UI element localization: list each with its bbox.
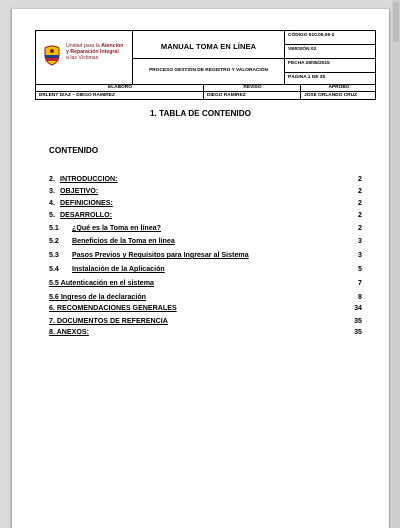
toc-entry-link[interactable]: DEFINICIONES: bbox=[60, 199, 113, 207]
toc-entry-page: 2 bbox=[358, 187, 362, 195]
toc-entry-page: 8 bbox=[358, 293, 362, 301]
toc-entry[interactable] bbox=[49, 292, 362, 302]
toc-entry-link[interactable]: Beneficios de la Toma en línea bbox=[72, 237, 175, 245]
toc-entry-link[interactable]: 8. ANEXOS: bbox=[49, 328, 89, 336]
toc-entry-link[interactable]: ¿Qué es la Toma en línea? bbox=[72, 224, 161, 232]
toc-entry-number: 5.2 bbox=[49, 237, 59, 245]
doc-code: CÓDIGO 510.05.06-2 bbox=[288, 33, 335, 38]
process-cell bbox=[132, 58, 285, 85]
toc-entry-link[interactable]: INTRODUCCION: bbox=[60, 175, 118, 183]
toc-entry-number: 5. bbox=[49, 211, 55, 219]
toc-entry-number: 5.3 bbox=[49, 251, 59, 259]
toc-entry-link[interactable]: Pasos Previos y Requisitos para Ingresar al Sistema bbox=[72, 251, 249, 259]
doc-version: VERSIÓN 02 bbox=[288, 47, 317, 52]
toc-entry-page: 2 bbox=[358, 224, 362, 232]
toc-entry[interactable] bbox=[49, 236, 362, 246]
toc-entry-link[interactable]: 6. RECOMENDACIONES GENERALES bbox=[49, 304, 177, 312]
toc-entry-page: 3 bbox=[358, 237, 362, 245]
aprobo-name: JOSE ORLANDO CRUZ bbox=[304, 93, 358, 98]
toc-entry-page: 2 bbox=[358, 211, 362, 219]
doc-date: FECHA 28/08/2015 bbox=[288, 61, 330, 66]
toc-entry-page: 2 bbox=[358, 175, 362, 183]
process-name: PROCESO GESTIÓN DE REGISTRO Y VALORACIÓN bbox=[149, 68, 268, 73]
toc-entry-link[interactable]: DESARROLLO: bbox=[60, 211, 113, 219]
aprobo-label: APROBÓ bbox=[328, 85, 350, 90]
toc-entry[interactable] bbox=[49, 198, 362, 208]
toc-entry-number: 5.4 bbox=[49, 265, 59, 273]
toc-entry[interactable] bbox=[49, 250, 362, 260]
toc-entry-number: 2. bbox=[49, 175, 55, 183]
toc-entry-page: 5 bbox=[358, 265, 362, 273]
toc-entry[interactable] bbox=[49, 264, 362, 274]
toc-entry-link[interactable]: 5.6 Ingreso de la declaración bbox=[49, 293, 146, 301]
toc-heading: 1. TABLA DE CONTENIDO bbox=[150, 109, 251, 118]
meta-cell bbox=[284, 30, 376, 85]
toc-entry[interactable] bbox=[49, 316, 362, 326]
toc-entry[interactable] bbox=[49, 186, 362, 196]
signature-names-row bbox=[35, 91, 376, 100]
reviso-name: DIEGO RAMIREZ bbox=[207, 93, 246, 98]
toc-entry-link[interactable]: 7. DOCUMENTOS DE REFERENCIA bbox=[49, 317, 168, 325]
toc-entry[interactable] bbox=[49, 278, 362, 288]
toc-entry-link[interactable]: OBJETIVO: bbox=[60, 187, 99, 195]
toc-entry[interactable] bbox=[49, 174, 362, 184]
elaboro-name: ERLENY DIAZ – DIEGO RAMIREZ bbox=[39, 93, 115, 98]
scrollbar[interactable] bbox=[392, 0, 400, 528]
elaboro-label: ELABORÓ bbox=[108, 85, 132, 90]
toc-entry-number: 4. bbox=[49, 199, 55, 207]
document-header bbox=[35, 30, 376, 100]
contents-label: CONTENIDO bbox=[49, 146, 99, 155]
toc-entry-page: 35 bbox=[354, 317, 362, 325]
toc-entry-link[interactable]: 5.5 Autenticación en el sistema bbox=[49, 279, 154, 287]
document-title: MANUAL TOMA EN LÍNEA bbox=[160, 42, 257, 51]
toc-entry-page: 35 bbox=[354, 328, 362, 336]
toc-entry-number: 5.1 bbox=[49, 224, 59, 232]
logo-text: Unidad para la Atención y Reparación Integral a las Víctimas bbox=[66, 43, 124, 61]
toc-entry-page: 7 bbox=[358, 279, 362, 287]
toc-entry-link[interactable]: Instalación de la Aplicación bbox=[72, 265, 165, 273]
toc-entry-page: 3 bbox=[358, 251, 362, 259]
page-number: PÁGINA 1 DE 35 bbox=[288, 75, 326, 80]
toc-entry[interactable] bbox=[49, 303, 362, 313]
scrollbar-thumb[interactable] bbox=[393, 2, 399, 42]
coat-of-arms-icon bbox=[41, 44, 63, 66]
logo-cell bbox=[35, 30, 133, 85]
toc-entry-number: 3. bbox=[49, 187, 55, 195]
toc-entry[interactable] bbox=[49, 327, 362, 337]
toc-entry[interactable] bbox=[49, 210, 362, 220]
reviso-label: REVISÓ bbox=[243, 85, 262, 90]
toc-entry[interactable] bbox=[49, 223, 362, 233]
toc-entry-page: 34 bbox=[354, 304, 362, 312]
title-cell bbox=[132, 30, 285, 59]
toc-entry-page: 2 bbox=[358, 199, 362, 207]
document-page bbox=[11, 9, 390, 528]
